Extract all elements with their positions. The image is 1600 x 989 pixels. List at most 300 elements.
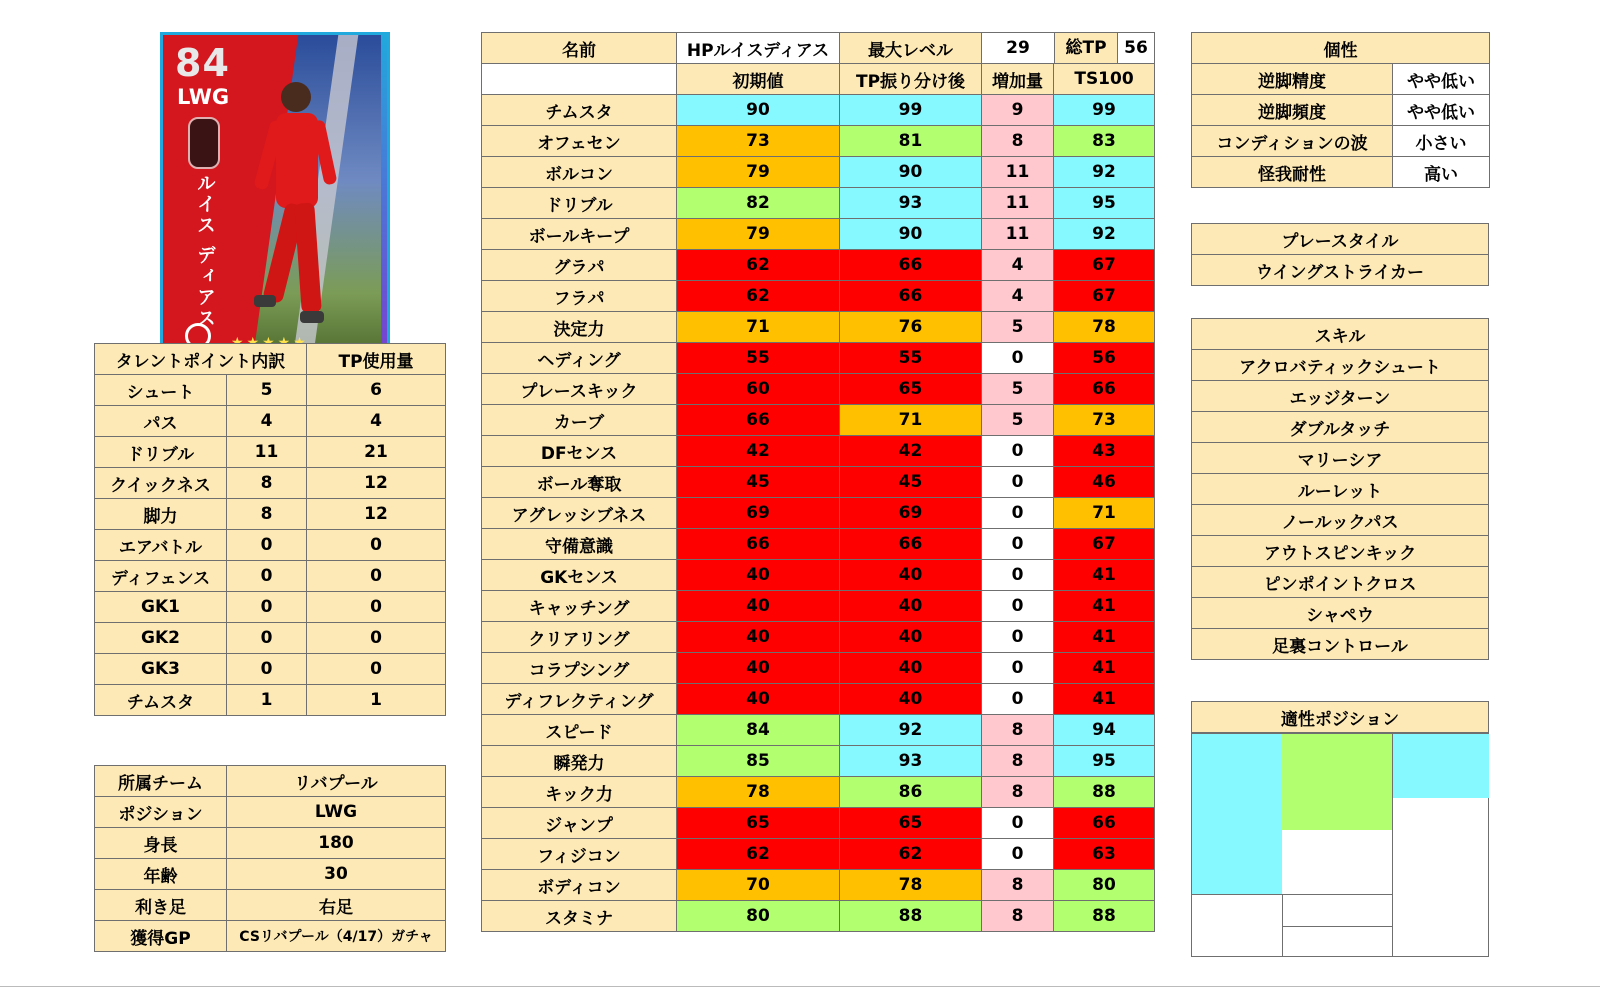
stats-top-row [482,33,1155,64]
ts100-header: TS100 [1054,64,1155,95]
stat-ts100: 95 [1054,188,1155,219]
stat-increase: 0 [982,622,1054,653]
stat-name: グラパ [482,250,677,281]
info-label: 身長 [95,828,227,859]
stat-after-tp: 90 [840,157,982,188]
tp-used: 1 [307,685,446,716]
tp-points: 0 [227,623,307,654]
stat-row [482,901,1155,932]
stat-increase: 11 [982,188,1054,219]
stat-after-tp: 99 [840,95,982,126]
tp-points: 0 [227,561,307,592]
stat-initial: 84 [677,715,840,746]
stat-initial: 70 [677,870,840,901]
tp-category: チムスタ [95,685,227,716]
max-level-value: 29 [982,33,1055,63]
trait-label: 逆脚精度 [1192,64,1393,95]
pos-amf [1282,798,1392,831]
stat-name: ジャンプ [482,808,677,839]
tp-category: ドリブル [95,437,227,468]
stat-initial: 55 [677,343,840,374]
playstyle-table [1191,223,1489,286]
stat-ts100: 63 [1054,839,1155,870]
info-value: リバプール [227,766,446,797]
stat-ts100: 88 [1054,901,1155,932]
info-row [95,859,446,890]
stat-increase: 5 [982,312,1054,343]
skill-item: シャペウ [1192,598,1489,629]
tp-category: GK3 [95,654,227,685]
pos-right-column [1392,798,1489,956]
info-value: CSリバプール（4/17）ガチャ [227,921,446,952]
stat-ts100: 95 [1054,746,1155,777]
stat-after-tp: 66 [840,281,982,312]
skill-row [1192,567,1489,598]
skill-item: ルーレット [1192,474,1489,505]
tp-points: 1 [227,685,307,716]
stat-initial: 66 [677,405,840,436]
info-label: 所属チーム [95,766,227,797]
stat-ts100: 94 [1054,715,1155,746]
tp-header-row [95,344,446,375]
tp-used: 6 [307,375,446,406]
stat-ts100: 67 [1054,281,1155,312]
tp-points: 0 [227,530,307,561]
stat-ts100: 41 [1054,591,1155,622]
tp-used: 0 [307,592,446,623]
tp-used: 0 [307,654,446,685]
stat-increase: 0 [982,591,1054,622]
traits-table [1191,32,1490,188]
trait-row [1192,157,1490,188]
tp-used: 12 [307,468,446,499]
stat-row [482,405,1155,436]
stat-name: ボルコン [482,157,677,188]
stat-ts100: 41 [1054,684,1155,715]
stat-row [482,684,1155,715]
stat-increase: 0 [982,436,1054,467]
stat-after-tp: 76 [840,312,982,343]
stat-increase: 5 [982,405,1054,436]
info-row [95,921,446,952]
stat-ts100: 41 [1054,622,1155,653]
positions-table [1191,701,1489,733]
stats-header-row [482,64,1155,95]
name-label: 名前 [482,33,677,64]
skill-row [1192,505,1489,536]
stat-initial: 40 [677,560,840,591]
stat-initial: 62 [677,281,840,312]
stat-ts100: 41 [1054,560,1155,591]
tp-points: 8 [227,499,307,530]
trait-value: 小さい [1393,126,1490,157]
card-position: LWG [177,85,230,109]
pos-cf [1282,734,1392,767]
stat-increase: 8 [982,126,1054,157]
stat-initial: 85 [677,746,840,777]
stat-after-tp: 40 [840,684,982,715]
stat-after-tp: 45 [840,467,982,498]
stat-ts100: 66 [1054,808,1155,839]
stat-row [482,467,1155,498]
tp-category: クイックネス [95,468,227,499]
stat-row [482,622,1155,653]
stat-name: ドリブル [482,188,677,219]
after-tp-header: TP振り分け後 [840,64,982,95]
skill-row [1192,443,1489,474]
stat-after-tp: 66 [840,250,982,281]
stat-row [482,529,1155,560]
stat-increase: 4 [982,250,1054,281]
stat-row [482,870,1155,901]
stat-initial: 40 [677,684,840,715]
stat-increase: 0 [982,498,1054,529]
stat-row [482,281,1155,312]
stat-row [482,591,1155,622]
trait-label: 逆脚頻度 [1192,95,1393,126]
tp-header-label: タレントポイント内訳 [95,344,307,375]
stat-increase: 0 [982,560,1054,591]
stat-row [482,126,1155,157]
stat-row [482,715,1155,746]
info-label: 利き足 [95,890,227,921]
stat-after-tp: 40 [840,622,982,653]
stat-row [482,312,1155,343]
pos-divider [1282,926,1392,927]
tp-used: 0 [307,561,446,592]
stat-ts100: 66 [1054,374,1155,405]
stat-after-tp: 40 [840,591,982,622]
stat-ts100: 92 [1054,219,1155,250]
stat-row [482,250,1155,281]
tp-row [95,623,446,654]
stat-initial: 40 [677,653,840,684]
stat-initial: 66 [677,529,840,560]
skill-row [1192,629,1489,660]
tp-points: 0 [227,654,307,685]
stat-name: フラパ [482,281,677,312]
total-tp-value: 56 [1118,33,1154,63]
tp-used: 0 [307,530,446,561]
tp-category: シュート [95,375,227,406]
player-card [160,32,390,361]
skill-item: 足裏コントロール [1192,629,1489,660]
stat-row [482,374,1155,405]
club-badge-icon [188,117,220,169]
stat-increase: 0 [982,467,1054,498]
card-frame-right [381,35,387,358]
stat-increase: 8 [982,777,1054,808]
stat-after-tp: 92 [840,715,982,746]
trait-row [1192,95,1490,126]
stat-ts100: 88 [1054,777,1155,808]
stat-name: プレースキック [482,374,677,405]
stat-row [482,219,1155,250]
tp-points: 0 [227,592,307,623]
stat-name: ボディコン [482,870,677,901]
stat-name: ヘディング [482,343,677,374]
skill-item: エッジターン [1192,381,1489,412]
stat-initial: 79 [677,157,840,188]
info-label: 年齢 [95,859,227,890]
player-info-table [94,765,446,952]
stat-row [482,157,1155,188]
stat-increase: 4 [982,281,1054,312]
stat-ts100: 80 [1054,870,1155,901]
stat-initial: 45 [677,467,840,498]
stat-name: チムスタ [482,95,677,126]
stat-initial: 60 [677,374,840,405]
stat-initial: 69 [677,498,840,529]
stat-name: フィジコン [482,839,677,870]
stat-ts100: 78 [1054,312,1155,343]
stat-name: キャッチング [482,591,677,622]
tp-category: 脚力 [95,499,227,530]
tp-row [95,530,446,561]
tp-row [95,406,446,437]
stat-row [482,95,1155,126]
stat-after-tp: 66 [840,529,982,560]
stat-initial: 42 [677,436,840,467]
info-value: LWG [227,797,446,828]
trait-label: 怪我耐性 [1192,157,1393,188]
traits-title: 個性 [1192,33,1490,64]
skill-row [1192,412,1489,443]
stat-ts100: 46 [1054,467,1155,498]
pos-rwg [1392,734,1489,798]
stat-name: ボールキープ [482,219,677,250]
skill-item: マリーシア [1192,443,1489,474]
increase-header: 増加量 [982,64,1054,95]
pos-ss [1282,766,1392,798]
trait-label: コンディションの波 [1192,126,1393,157]
tp-category: パス [95,406,227,437]
tp-used: 21 [307,437,446,468]
stat-ts100: 56 [1054,343,1155,374]
stat-name: キック力 [482,777,677,808]
max-level-label: 最大レベル [840,33,982,64]
info-value: 180 [227,828,446,859]
tp-category: エアバトル [95,530,227,561]
stat-name: DFセンス [482,436,677,467]
stat-after-tp: 78 [840,870,982,901]
player-figure [248,75,338,345]
stat-after-tp: 42 [840,436,982,467]
tp-header-used: TP使用量 [307,344,446,375]
stat-ts100: 99 [1054,95,1155,126]
skill-row [1192,536,1489,567]
stat-after-tp: 71 [840,405,982,436]
stat-initial: 78 [677,777,840,808]
stat-row [482,436,1155,467]
stat-initial: 71 [677,312,840,343]
pos-lmf [1192,798,1283,894]
initial-header: 初期値 [677,64,840,95]
stat-row [482,653,1155,684]
trait-value: やや低い [1393,64,1490,95]
tp-used: 0 [307,623,446,654]
card-player-name: ルイス ディアス [194,173,216,329]
stat-increase: 0 [982,839,1054,870]
stat-after-tp: 65 [840,374,982,405]
stat-initial: 65 [677,808,840,839]
info-row [95,828,446,859]
name-value: HPルイスディアス [677,33,840,64]
stat-increase: 0 [982,808,1054,839]
info-label: 獲得GP [95,921,227,952]
stat-initial: 80 [677,901,840,932]
stat-after-tp: 81 [840,126,982,157]
pos-lwg [1192,734,1282,798]
stat-name: GKセンス [482,560,677,591]
stat-increase: 8 [982,870,1054,901]
stat-ts100: 41 [1054,653,1155,684]
tp-points: 4 [227,406,307,437]
stat-row [482,839,1155,870]
stat-after-tp: 90 [840,219,982,250]
stat-increase: 0 [982,529,1054,560]
trait-row [1192,126,1490,157]
stat-increase: 0 [982,684,1054,715]
stat-row [482,498,1155,529]
stat-increase: 8 [982,901,1054,932]
stat-ts100: 43 [1054,436,1155,467]
stat-name: スタミナ [482,901,677,932]
stat-after-tp: 88 [840,901,982,932]
skill-row [1192,598,1489,629]
stat-initial: 62 [677,250,840,281]
pos-cmf [1282,830,1392,863]
skills-title: スキル [1192,319,1489,350]
skills-table [1191,318,1489,660]
tp-category: GK1 [95,592,227,623]
tp-points: 5 [227,375,307,406]
stat-after-tp: 55 [840,343,982,374]
stat-increase: 8 [982,746,1054,777]
stat-name: スピード [482,715,677,746]
card-rating: 84 [175,41,230,85]
stat-initial: 62 [677,839,840,870]
trait-row [1192,64,1490,95]
info-label: ポジション [95,797,227,828]
trait-value: やや低い [1393,95,1490,126]
tp-breakdown-table [94,343,446,716]
tp-row [95,499,446,530]
stat-initial: 40 [677,622,840,653]
stats-header-blank [482,64,677,95]
stat-after-tp: 86 [840,777,982,808]
stat-row [482,343,1155,374]
stat-name: クリアリング [482,622,677,653]
stat-name: オフェセン [482,126,677,157]
stat-increase: 5 [982,374,1054,405]
tp-points: 8 [227,468,307,499]
tp-row [95,375,446,406]
bottom-rule [0,986,1600,987]
stat-after-tp: 65 [840,808,982,839]
stat-name: 瞬発力 [482,746,677,777]
tp-used: 12 [307,499,446,530]
tp-row [95,654,446,685]
stat-name: 守備意識 [482,529,677,560]
stat-after-tp: 62 [840,839,982,870]
stat-name: ボール奪取 [482,467,677,498]
stats-table [481,32,1155,932]
skill-row [1192,381,1489,412]
total-tp-label: 総TP [1055,33,1118,63]
pos-dmf [1282,862,1392,895]
stat-initial: 73 [677,126,840,157]
tp-row [95,561,446,592]
tp-row [95,468,446,499]
tp-row [95,685,446,716]
tp-row [95,437,446,468]
stat-row [482,560,1155,591]
stat-row [482,777,1155,808]
stat-ts100: 67 [1054,250,1155,281]
stat-name: アグレッシブネス [482,498,677,529]
stat-increase: 8 [982,715,1054,746]
info-row [95,797,446,828]
skill-item: ダブルタッチ [1192,412,1489,443]
stat-ts100: 83 [1054,126,1155,157]
level-tp-cell [982,33,1155,64]
info-row [95,890,446,921]
stat-name: コラプシング [482,653,677,684]
stat-row [482,746,1155,777]
pos-lb [1192,894,1283,957]
skill-item: ピンポイントクロス [1192,567,1489,598]
playstyle-title: プレースタイル [1192,224,1489,255]
stat-name: カーブ [482,405,677,436]
stat-after-tp: 40 [840,653,982,684]
tp-used: 4 [307,406,446,437]
stat-initial: 90 [677,95,840,126]
skill-item: アウトスピンキック [1192,536,1489,567]
stat-row [482,188,1155,219]
stat-after-tp: 93 [840,188,982,219]
info-row [95,766,446,797]
tp-category: ディフェンス [95,561,227,592]
stat-increase: 0 [982,653,1054,684]
stat-increase: 9 [982,95,1054,126]
skill-item: ノールックパス [1192,505,1489,536]
stat-name: ディフレクティング [482,684,677,715]
stat-after-tp: 40 [840,560,982,591]
stat-ts100: 92 [1054,157,1155,188]
stat-initial: 79 [677,219,840,250]
stat-after-tp: 93 [840,746,982,777]
stat-after-tp: 69 [840,498,982,529]
stat-row [482,808,1155,839]
stat-initial: 40 [677,591,840,622]
tp-category: GK2 [95,623,227,654]
stat-ts100: 73 [1054,405,1155,436]
playstyle-value: ウイングストライカー [1192,255,1489,286]
stat-ts100: 67 [1054,529,1155,560]
position-map [1191,733,1489,957]
skill-row [1192,350,1489,381]
stat-increase: 11 [982,219,1054,250]
stat-ts100: 71 [1054,498,1155,529]
info-value: 右足 [227,890,446,921]
info-value: 30 [227,859,446,890]
stat-increase: 0 [982,343,1054,374]
stat-name: 決定力 [482,312,677,343]
tp-points: 11 [227,437,307,468]
skill-row [1192,474,1489,505]
stat-increase: 11 [982,157,1054,188]
